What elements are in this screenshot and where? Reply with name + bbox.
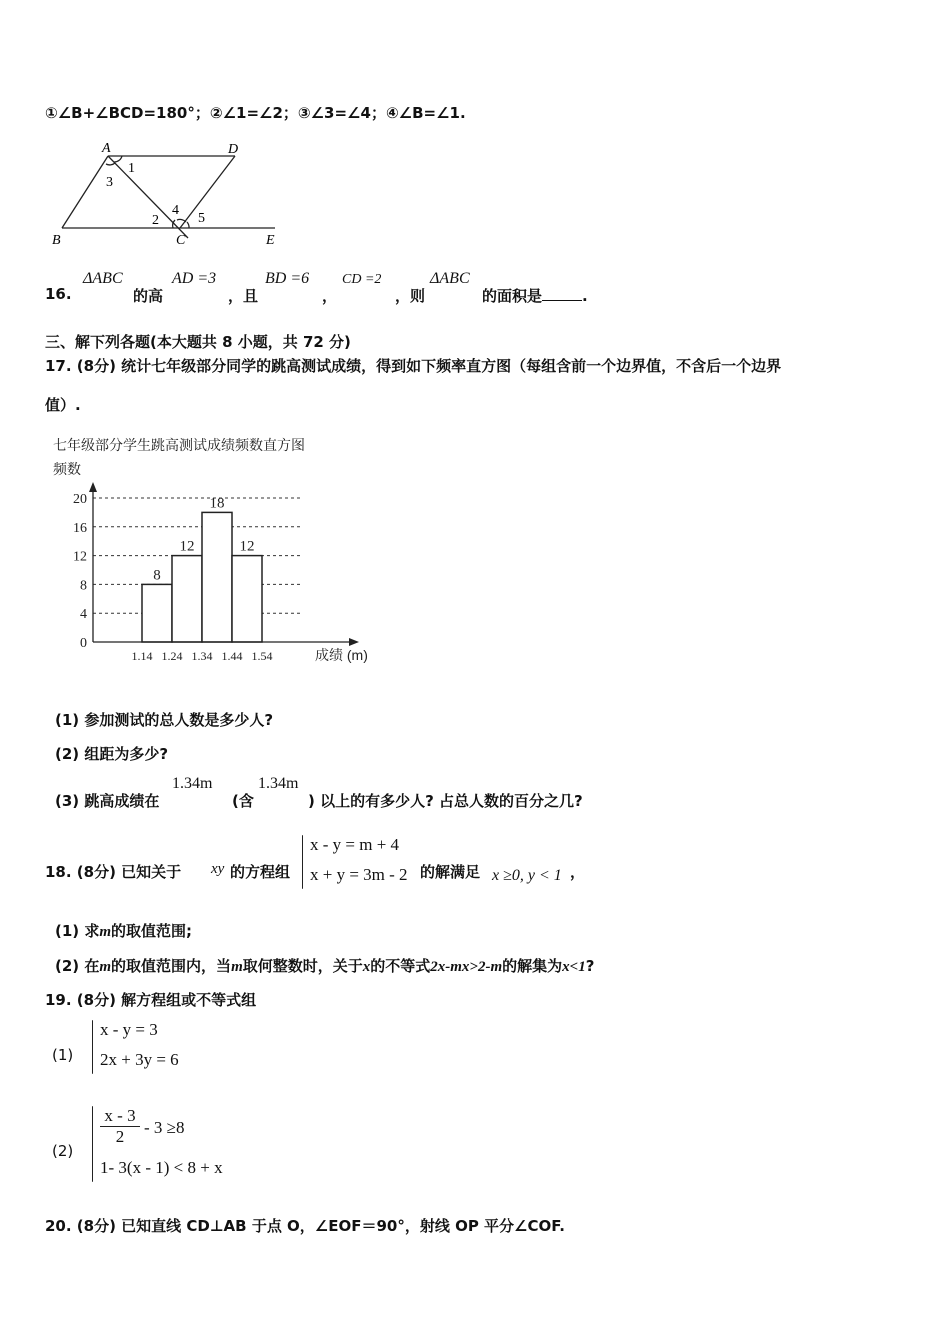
label-4: 4 xyxy=(172,203,179,218)
q19-part-1-label: (1) xyxy=(52,1046,74,1064)
q18-sub-2 xyxy=(55,955,594,976)
label-c: C xyxy=(176,233,186,248)
label-e: E xyxy=(266,233,275,248)
bar-data-label: 18 xyxy=(209,495,225,512)
x-tick-label: 1.54 xyxy=(251,649,273,663)
q18-sub-2-c: 取何整数时，关于 xyxy=(242,957,363,975)
line-ab xyxy=(62,156,108,228)
q17-sub-3-value-1: 1.34m xyxy=(172,775,213,792)
q18-text-b: 的方程组 xyxy=(230,863,291,881)
y-tick-label: 4 xyxy=(80,607,87,623)
angle-3-arc xyxy=(106,163,115,165)
q18-sub-2-a: (2) 在 xyxy=(55,957,100,975)
x-tick-label: 1.34 xyxy=(191,649,213,663)
q16-text-and: ，且 xyxy=(228,287,259,305)
q17-sub-3-text-a: (3) 跳高成绩在 xyxy=(55,792,160,810)
q16-bd: BD =6 xyxy=(265,270,310,287)
q16-ad: AD =3 xyxy=(172,270,217,287)
q18-sub-1-m: m xyxy=(99,924,112,940)
histogram-bar xyxy=(202,512,232,642)
y-tick-label: 12 xyxy=(73,549,87,565)
parallelogram-figure xyxy=(40,138,290,253)
q18-text-a: 18. (8分) 已知关于 xyxy=(45,863,182,881)
x-tick-label: 1.24 xyxy=(161,649,183,663)
y-tick-label: 16 xyxy=(73,520,87,536)
q16-triangle-1: ΔABC xyxy=(83,270,123,287)
histogram-bar xyxy=(172,556,202,642)
q19-p2-fraction xyxy=(100,1106,140,1147)
label-2: 2 xyxy=(152,213,159,228)
q18-equation-system xyxy=(302,833,422,891)
q18-text-c: 的解满足 xyxy=(420,863,481,881)
q16-comma: ， xyxy=(322,287,338,305)
q16-answer-blank[interactable] xyxy=(542,286,582,301)
q19-p1-eq-1: x - y = 3 xyxy=(100,1020,158,1039)
q16-cd: CD =2 xyxy=(342,272,382,287)
q19-p1-eq-2: 2x + 3y = 6 xyxy=(100,1050,179,1069)
x-axis-arrow xyxy=(349,638,359,646)
q18-sub-2-x: x xyxy=(362,959,371,975)
q20-text: 20. (8分) 已知直线 CD⊥AB 于点 O，∠EOF＝90°，射线 OP 平分∠COF. xyxy=(45,1217,565,1235)
q18-comma: ， xyxy=(570,863,586,881)
q15-conditions: ①∠B+∠BCD=180°；②∠1=∠2；③∠3=∠4；④∠B=∠1. xyxy=(45,104,466,122)
q18-sub-2-m2: m xyxy=(231,959,243,975)
q18-sub-2-solution: x<1 xyxy=(562,959,586,975)
q18-sub-1-b: 的取值范围; xyxy=(111,922,193,940)
bar-data-label: 12 xyxy=(179,538,195,555)
q19-part-1-system xyxy=(92,1018,202,1076)
q19-p2-eq-2: 1- 3(x - 1) < 8 + x xyxy=(100,1158,223,1177)
q18-sub-2-d: 的不等式 xyxy=(370,957,431,975)
x-tick-label: 1.44 xyxy=(221,649,243,663)
q19-part-2-system xyxy=(92,1104,252,1184)
bar-data-label: 12 xyxy=(239,538,255,555)
y-axis-arrow xyxy=(89,482,97,492)
q17-sub-2: (2) 组距为多少? xyxy=(55,745,169,763)
label-a: A xyxy=(102,141,111,156)
q18-sub-2-m1: m xyxy=(99,959,112,975)
line-ac xyxy=(108,156,188,238)
q18-sub-1-a: (1) 求 xyxy=(55,922,100,940)
q19-p2-rest: - 3 ≥8 xyxy=(144,1118,185,1137)
q18-sub-1 xyxy=(55,920,192,941)
histogram-bar xyxy=(232,556,262,642)
q18-eq-2: x + y = 3m - 2 xyxy=(310,865,408,884)
angle-5-arc xyxy=(187,222,189,228)
label-5: 5 xyxy=(198,211,205,226)
y-tick-label: 8 xyxy=(80,578,87,594)
label-b: B xyxy=(52,233,61,248)
q19-p2-numerator: x - 3 xyxy=(104,1106,136,1125)
line-dc xyxy=(180,156,235,228)
q18-sub-2-e: 的解集为 xyxy=(502,957,563,975)
q16-period: . xyxy=(582,287,588,305)
q18-xy: xy xyxy=(211,861,225,877)
label-1: 1 xyxy=(128,161,135,176)
q16-number: 16. xyxy=(45,285,72,303)
q18-sub-2-f: ? xyxy=(585,957,595,975)
q17-sub-3-text-b: (含 xyxy=(232,792,254,810)
q17-line-2: 值）. xyxy=(45,396,81,414)
x-tick-label: 1.14 xyxy=(131,649,153,663)
histogram-chart xyxy=(45,428,405,673)
q19-p2-denominator: 2 xyxy=(115,1127,125,1146)
q16-text-then: ，则 xyxy=(395,287,426,305)
q17-sub-1: (1) 参加测试的总人数是多少人? xyxy=(55,711,274,729)
label-3: 3 xyxy=(106,175,113,190)
q17-sub-3-value-2: 1.34m xyxy=(258,775,299,792)
chart-x-label: 成绩 (m) xyxy=(315,647,368,663)
q16-text-area xyxy=(482,285,588,306)
q18-condition: x ≥0, y < 1 xyxy=(492,867,562,884)
chart-y-label: 频数 xyxy=(53,461,81,477)
q18-sub-2-inequality: 2x-mx>2-m xyxy=(430,959,503,975)
label-d: D xyxy=(228,142,239,157)
q16-text-height: 的高 xyxy=(133,287,164,305)
bar-data-label: 8 xyxy=(153,567,161,584)
q16-triangle-2: ΔABC xyxy=(430,270,470,287)
q16-area-label: 的面积是 xyxy=(482,287,543,305)
q18-sub-2-b: 的取值范围内，当 xyxy=(111,957,232,975)
y-tick-label: 20 xyxy=(73,492,87,507)
y-tick-label: 0 xyxy=(80,636,87,651)
chart-title: 七年级部分学生跳高测试成绩频数直方图 xyxy=(53,437,305,453)
angle-1-arc xyxy=(114,156,122,162)
q19-part-2-label: (2) xyxy=(52,1142,74,1160)
q19-title: 19. (8分) 解方程组或不等式组 xyxy=(45,991,257,1009)
q18-eq-1: x - y = m + 4 xyxy=(310,835,400,854)
q17-line-1: 17. (8分) 统计七年级部分同学的跳高测试成绩，得到如下频率直方图（每组含前一个边界值，不含后一个边界 xyxy=(45,357,782,375)
histogram-bar xyxy=(142,584,172,642)
section-3-heading: 三、解下列各题(本大题共 8 小题，共 72 分) xyxy=(45,333,351,351)
q17-sub-3-text-c: ) 以上的有多少人? 占总人数的百分之几? xyxy=(308,792,583,810)
